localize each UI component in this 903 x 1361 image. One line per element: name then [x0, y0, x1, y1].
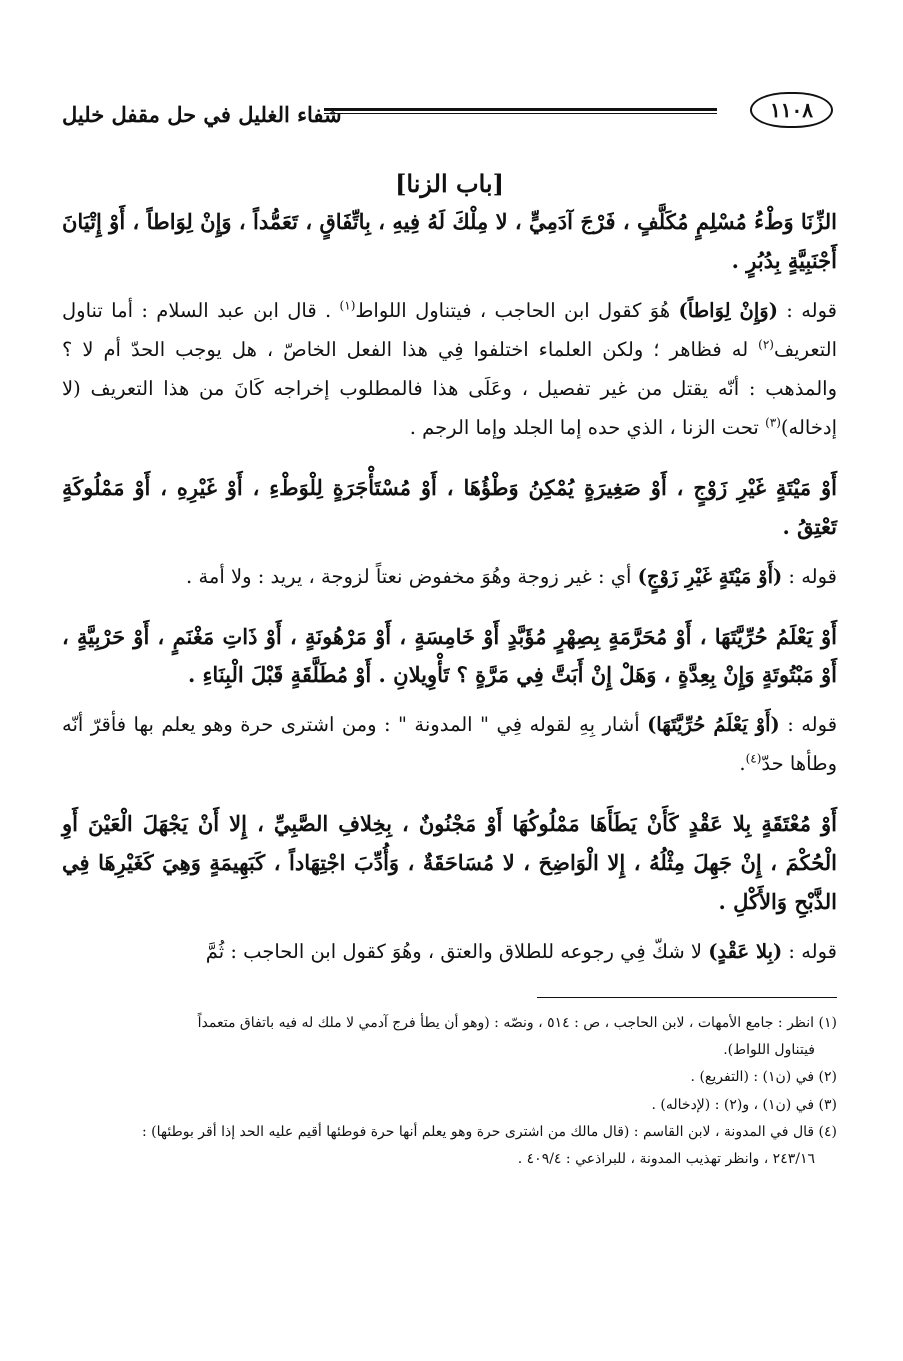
- footnote-continuation: [62, 1146, 837, 1173]
- sharh-lemma: (أَوْ يَعْلَمُ حُرِّيَّتَهَا): [647, 713, 780, 737]
- matn-paragraph: [62, 618, 837, 696]
- sharh-lemma: (وَإِنْ لِوَاطاً): [678, 298, 778, 322]
- sharh-intro: قوله :: [782, 939, 837, 963]
- main-text: [62, 203, 837, 971]
- sharh-paragraph: [62, 557, 837, 596]
- sharh-text: تحت الزنا ، الذي حده إما الجلد وإما الرجم .: [409, 415, 766, 439]
- footnote-text: قال في المدونة ، لابن القاسم : (قال مالك من اشترى حرة وهو يعلم أنها حرة فوطئها أقيم عليه الحد إذا أقر بوطئها) :: [142, 1123, 815, 1140]
- sharh-text: لا شكّ فِي رجوعه للطلاق والعتق ، وهُوَ كقول ابن الحاجب : ثُمَّ: [205, 939, 709, 963]
- footnotes: [62, 1010, 837, 1174]
- matn-paragraph: [62, 805, 837, 922]
- sharh-text: له فظاهر ؛ ولكن العلماء اختلفوا فِي هذا الفعل الخاصّ ، هل يوجب الحدّ أم لا ؟ والمذهب : أنّه يقتل من غير تفصيل ، وعَلَى هذا فالمطلوب إخراجه كَانَ من هذا التعريف (لا إدخاله): [62, 337, 837, 439]
- matn-text: الزِّنَا وَطْءُ مُسْلِمٍ مُكَلَّفٍ ، فَرْجَ آدَمِيٍّ ، لا مِلْكَ لَهُ فِيهِ ، بِاتِّفَاقٍ ، تَعَمُّداً ، وَإِنْ لِوَاطاً ، أَوْ إِتْيَانَ أَجْنَبِيَّةٍ بِدُبُرٍ .: [62, 209, 837, 274]
- footnote-text: انظر : جامع الأمهات ، لابن الحاجب ، ص : ٥١٤ ، ونصّه : (وهو أن يطأ فرج آدمي لا ملك له فيه باتفاق متعمداً: [197, 1014, 815, 1031]
- book-title: شفاء الغليل في حل مقفل خليل: [62, 102, 342, 127]
- sharh-text: . قال ابن عبد السلام : أما تناول التعريف: [62, 298, 837, 361]
- footnote-text: في (ن١) : (التفريع) .: [690, 1069, 815, 1086]
- page-number: ١١٠٨: [750, 92, 833, 128]
- matn-text: أَوْ مُعْتَقَةٍ بِلا عَقْدٍ كَأَنْ يَطَأَهَا مَمْلُوكُهَا أَوْ مَجْنُونٌ ، بِخِلافِ الصَّبِيِّ ، إِلا أَنْ يَجْهَلَ الْعَيْنَ أَوِ الْحُكْمَ ، إِنْ جَهِلَ مِثْلُهُ ، إِلا الْوَاضِحَ ، لا مُسَاحَقَةٌ ، وَأُدِّبَ اجْتِهَاداً ، كَبَهِيمَةٍ وَهِيَ كَغَيْرِهَا فِي الذَّبْحِ وَالأَكْلِ .: [62, 811, 837, 914]
- footnote-number: (٢): [818, 1069, 837, 1086]
- sharh-paragraph: [62, 705, 837, 783]
- footnote: [62, 1092, 837, 1119]
- footnote: [62, 1119, 837, 1146]
- footnote-text: ٢٤٣/١٦ ، وانظر تهذيب المدونة ، للبراذعي : ٤٠٩/٤ .: [517, 1151, 815, 1168]
- sharh-text: هُوَ كقول ابن الحاجب ، فيتناول اللواط: [355, 298, 679, 322]
- footnote-number: (٣): [818, 1096, 837, 1113]
- footnote-number: (٤): [818, 1123, 837, 1140]
- footnote-continuation: [62, 1037, 837, 1064]
- sharh-lemma: (بِلا عَقْدٍ): [708, 939, 783, 963]
- footnote-number: (١): [818, 1014, 837, 1031]
- sharh-text: أشار بِهِ لقوله فِي " المدونة " : ومن اشترى حرة وهو يعلم بها فأقرّ أنّه وطأها حدّ: [62, 713, 837, 776]
- footnote: [62, 1064, 837, 1091]
- sharh-text: .: [739, 752, 746, 776]
- sharh-intro: قوله :: [777, 298, 837, 322]
- footnote-ref[interactable]: (٣): [765, 415, 781, 430]
- chapter-title: [باب الزنا]: [395, 169, 504, 198]
- sharh-intro: قوله :: [782, 564, 837, 588]
- sharh-lemma: (أَوْ مَيْتَةٍ غَيْرِ زَوْجٍ): [637, 564, 783, 588]
- sharh-text: أي : غير زوجة وهُوَ مخفوض نعتاً لزوجة ، يريد : ولا أمة .: [186, 564, 638, 588]
- page-header: [62, 84, 837, 142]
- header-rule: [324, 108, 717, 114]
- footnote-text: فيتناول اللواط).: [723, 1042, 815, 1059]
- sharh-intro: قوله :: [779, 713, 838, 737]
- footnote-ref[interactable]: (١): [339, 298, 356, 313]
- matn-paragraph: [62, 469, 837, 547]
- sharh-paragraph: [62, 291, 837, 447]
- matn-text: أَوْ مَيْتَةٍ غَيْرِ زَوْجٍ ، أَوْ صَغِيرَةٍ يُمْكِنُ وَطْؤُهَا ، أَوْ مُسْتَأْجَرَةٍ لِلْوَطْءِ ، أَوْ غَيْرِهِ ، أَوْ مَمْلُوكَةٍ تَعْتِقُ .: [62, 474, 837, 539]
- matn-paragraph: [62, 203, 837, 281]
- sharh-paragraph: [62, 932, 837, 971]
- footnote: [62, 1010, 837, 1037]
- footnote-ref[interactable]: (٢): [758, 337, 774, 352]
- footnote-ref[interactable]: (٤): [745, 751, 762, 766]
- footnote-separator: [537, 997, 837, 998]
- matn-text: أَوْ يَعْلَمُ حُرِّيَّتَهَا ، أَوْ مُحَرَّمَةٍ بِصِهْرٍ مُؤَبَّدٍ أَوْ خَامِسَةٍ ، أَوْ مَرْهُونَةٍ ، أَوْ ذَاتِ مَغْنَمٍ ، أَوْ حَرْبِيَّةٍ ، أَوْ مَبْتُوتَةٍ وَإِنْ بِعِدَّةٍ ، وَهَلْ إِنْ أَبَتَّ فِي مَرَّةٍ ؟ تَأْوِيلانِ . أَوْ مُطَلَّقَةٍ قَبْلَ الْبِنَاءِ .: [62, 623, 837, 688]
- footnote-text: في (ن١) ، و(٢) : (لإدخاله) .: [651, 1096, 815, 1113]
